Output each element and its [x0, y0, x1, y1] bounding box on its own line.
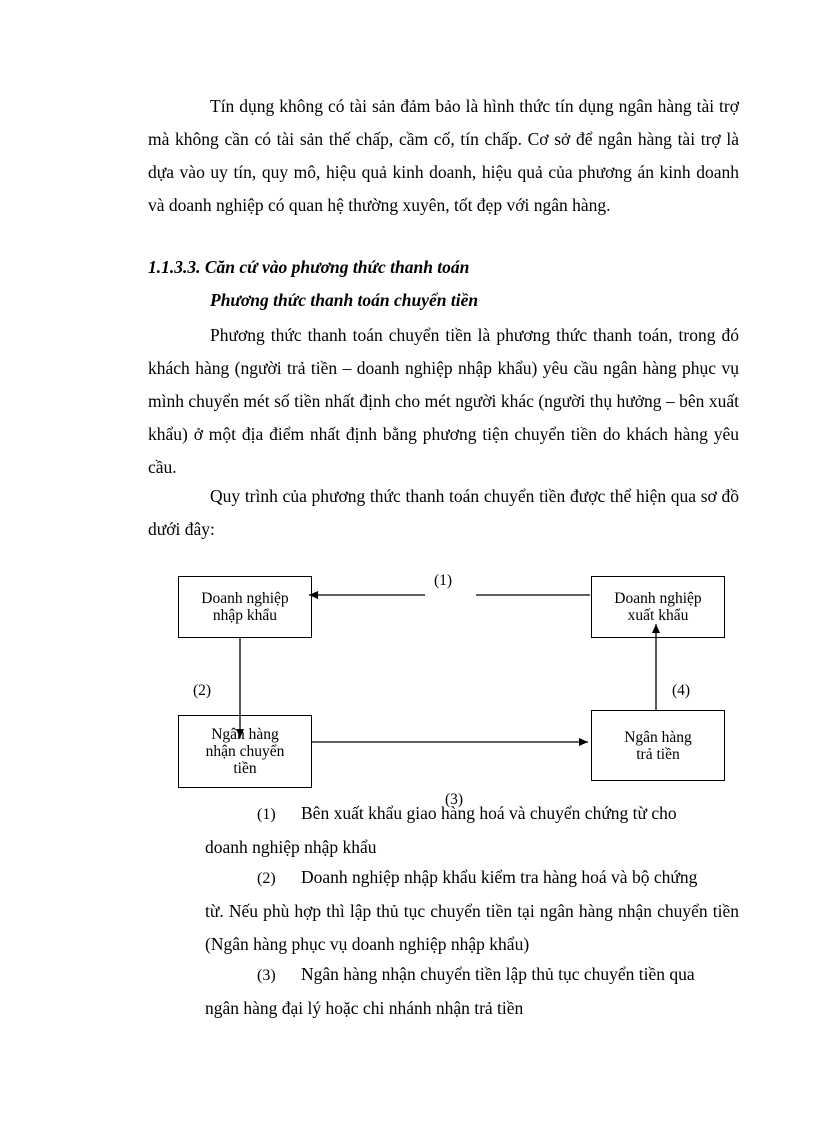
- importer-box: [178, 576, 312, 638]
- step4-label: (4): [672, 682, 691, 699]
- step-item-3: [205, 958, 739, 1025]
- step-text-rest: doanh nghiệp nhập khẩu: [205, 837, 377, 857]
- step3-label: (3): [445, 791, 464, 808]
- receiving-bank-line2: nhận chuyển: [205, 743, 285, 760]
- paying-bank-line1: Ngân hàng: [624, 728, 692, 746]
- receiving-bank-line3: tiền: [233, 760, 257, 777]
- paragraph-process-intro: Quy trình của phương thức thanh toán chuyển tiền được thể hiện qua sơ đồ dưới đây:: [148, 486, 739, 539]
- step-item-2: [205, 861, 739, 961]
- step-text-rest: ngân hàng đại lý hoặc chi nhánh nhận trả tiền: [205, 998, 524, 1018]
- receiving-bank-line1: Ngân hàng: [211, 726, 279, 743]
- section-heading: 1.1.3.3. Căn cứ vào phương thức thanh toán: [148, 257, 470, 277]
- step-text-first: Ngân hàng nhận chuyển tiền lập thủ tục chuyển tiền qua: [301, 964, 695, 984]
- step-text-rest: từ. Nếu phù hợp thì lập thủ tục chuyển tiền tại ngân hàng nhận chuyển tiền (Ngân hàng phục vụ doanh nghiệp nhập khẩu): [205, 901, 739, 954]
- paying-bank-line2: trả tiền: [636, 745, 680, 763]
- subsection-heading: Phương thức thanh toán chuyển tiền: [210, 290, 479, 310]
- importer-line2: nhập khẩu: [212, 607, 278, 624]
- step-text-first: Bên xuất khẩu giao hàng hoá và chuyển chứng từ cho: [301, 803, 677, 823]
- step-text-first: Doanh nghiệp nhập khẩu kiểm tra hàng hoá và bộ chứng: [301, 867, 698, 887]
- step-number: (3): [257, 967, 276, 984]
- paragraph-unsecured-credit: Tín dụng không có tài sản đảm bảo là hình thức tín dụng ngân hàng tài trợ mà không cần có tài sản thế chấp, cầm cố, tín chấp. Cơ sở để ngân hàng tài trợ là dựa vào uy tín, quy mô, hiệu quả kinh doanh, hiệu quả của phương án kinh doanh và doanh nghiệp có quan hệ thường xuyên, tốt đẹp với ngân hàng.: [148, 96, 739, 215]
- exporter-line1: Doanh nghiệp: [614, 590, 702, 607]
- importer-line1: Doanh nghiệp: [201, 590, 289, 607]
- exporter-box: [591, 576, 725, 638]
- exporter-line2: xuất khẩu: [627, 607, 689, 624]
- step-number: (1): [257, 806, 276, 823]
- step-number: (2): [257, 870, 276, 887]
- paying-bank-box: [591, 710, 725, 781]
- step1-label: (1): [434, 572, 453, 589]
- step2-label: (2): [193, 682, 212, 699]
- receiving-bank-box: [178, 715, 312, 788]
- step-item-1: [205, 797, 739, 864]
- paragraph-transfer-method: Phương thức thanh toán chuyển tiền là phương thức thanh toán, trong đó khách hàng (người trả tiền – doanh nghiệp nhập khẩu) yêu cầu ngân hàng phục vụ mình chuyển mét số tiền nhất định cho mét người khác (người thụ hưởng – bên xuất khẩu) ở một địa điểm nhất định bằng phương tiện chuyển tiền do khách hàng yêu cầu.: [148, 325, 739, 477]
